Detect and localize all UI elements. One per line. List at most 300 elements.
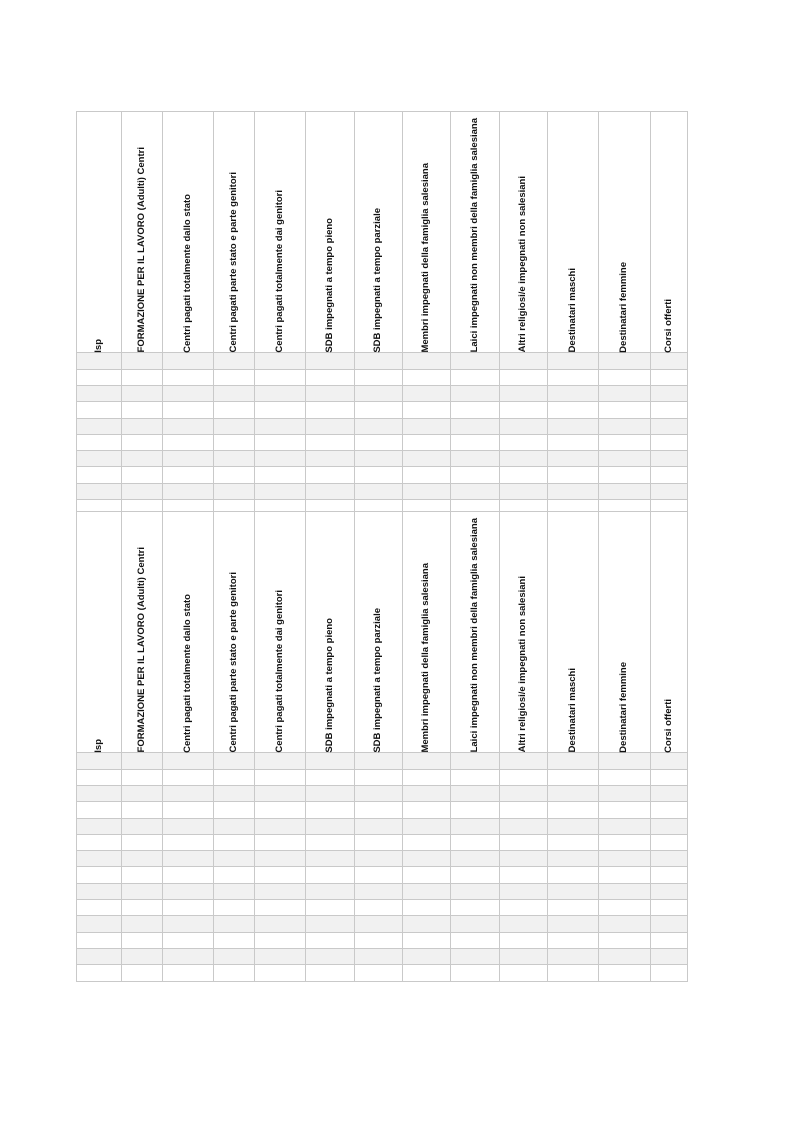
table-row: [77, 353, 688, 369]
table-cell: [500, 883, 548, 899]
column-header-label: Destinatari femmine: [618, 661, 630, 753]
table-cell: [548, 434, 599, 450]
table-cell: [500, 353, 548, 369]
table-cell: [214, 418, 255, 434]
table-cell: [214, 802, 255, 818]
table-cell: [599, 948, 651, 964]
table-cell: [500, 467, 548, 483]
table-cell: [355, 386, 403, 402]
table-row: [77, 369, 688, 385]
column-header-label: Laici impegnati non membri della famiglia salesiana: [468, 518, 480, 753]
table-cell: [306, 418, 355, 434]
table-cell: [500, 932, 548, 948]
column-header-formazione: [122, 512, 163, 753]
table-cell: [403, 467, 451, 483]
table-row: [77, 900, 688, 916]
table-cell: [214, 883, 255, 899]
table-cell: [122, 834, 163, 850]
table-row: [77, 802, 688, 818]
table-cell: [77, 851, 122, 867]
table-cell: [500, 369, 548, 385]
table-cell: [548, 883, 599, 899]
table-cell: [306, 802, 355, 818]
table-cell: [548, 786, 599, 802]
table-cell: [214, 932, 255, 948]
table-cell: [214, 753, 255, 769]
table-cell: [122, 900, 163, 916]
table-cell: [651, 451, 688, 467]
table-cell: [77, 402, 122, 418]
table-cell: [255, 818, 306, 834]
table-cell: [255, 386, 306, 402]
table-cell: [451, 916, 500, 932]
table-cell: [355, 932, 403, 948]
column-header-label: Altri religiosi/e impegnati non salesiani: [517, 576, 529, 753]
table-cell: [163, 948, 214, 964]
table-cell: [122, 818, 163, 834]
table-cell: [355, 883, 403, 899]
table-cell: [451, 948, 500, 964]
table-cell: [255, 434, 306, 450]
table-cell: [255, 769, 306, 785]
table-cell: [548, 916, 599, 932]
table-cell: [451, 786, 500, 802]
table-cell: [651, 402, 688, 418]
column-header-altri-religiosi: [500, 512, 548, 753]
table-cell: [355, 851, 403, 867]
table-cell: [451, 965, 500, 981]
table-cell: [599, 753, 651, 769]
column-header-label: SDB impegnati a tempo pieno: [323, 217, 335, 353]
table-row: [77, 418, 688, 434]
table-cell: [599, 786, 651, 802]
table-cell: [306, 353, 355, 369]
table-cell: [77, 867, 122, 883]
table-cell: [255, 916, 306, 932]
table-cell: [548, 851, 599, 867]
table-cell: [355, 753, 403, 769]
table-cell: [355, 369, 403, 385]
table-cell: [255, 965, 306, 981]
table-row: [77, 867, 688, 883]
table-cell: [163, 386, 214, 402]
table-cell: [599, 883, 651, 899]
table-cell: [403, 916, 451, 932]
table-cell: [651, 353, 688, 369]
table-cell: [651, 769, 688, 785]
table-cell: [651, 965, 688, 981]
table-cell: [355, 418, 403, 434]
table-cell: [355, 467, 403, 483]
table-cell: [451, 834, 500, 850]
table-cell: [451, 851, 500, 867]
table-cell: [500, 402, 548, 418]
table-cell: [255, 932, 306, 948]
column-header-label: Centri pagati totalmente dallo stato: [181, 193, 193, 353]
table-cell: [651, 948, 688, 964]
table-cell: [163, 900, 214, 916]
table-cell: [122, 802, 163, 818]
table-cell: [500, 834, 548, 850]
table-cell: [77, 965, 122, 981]
column-header-label: Altri religiosi/e impegnati non salesiani: [517, 176, 529, 353]
table-cell: [403, 883, 451, 899]
table-cell: [77, 369, 122, 385]
table-cell: [651, 753, 688, 769]
column-header-label: Destinatari maschi: [566, 667, 578, 753]
column-header-laici: [451, 112, 500, 353]
table-row: [77, 834, 688, 850]
table-cell: [255, 834, 306, 850]
table-row: [77, 932, 688, 948]
table-cell: [163, 786, 214, 802]
table-cell: [355, 948, 403, 964]
table-cell: [122, 467, 163, 483]
table-cell: [255, 753, 306, 769]
column-header-isp: [77, 112, 122, 353]
table-cell: [255, 369, 306, 385]
table-cell: [548, 802, 599, 818]
table-cell: [306, 883, 355, 899]
table-cell: [77, 818, 122, 834]
column-header-sdb-pieno: [306, 512, 355, 753]
table-cell: [214, 451, 255, 467]
table-cell: [451, 386, 500, 402]
table-cell: [451, 932, 500, 948]
table-cell: [163, 818, 214, 834]
column-header-label: Centri pagati parte stato e parte genitori: [227, 171, 239, 353]
table-cell: [306, 369, 355, 385]
column-header-label: SDB impegnati a tempo parziale: [372, 207, 384, 353]
table-cell: [122, 851, 163, 867]
table-cell: [214, 786, 255, 802]
table-cell: [163, 867, 214, 883]
table-cell: [403, 353, 451, 369]
table-cell: [163, 965, 214, 981]
header-row: [77, 112, 688, 353]
table-cell: [306, 965, 355, 981]
table-cell: [306, 916, 355, 932]
table-cell: [548, 753, 599, 769]
table-cell: [500, 851, 548, 867]
table-cell: [500, 867, 548, 883]
table-cell: [306, 386, 355, 402]
table-cell: [163, 483, 214, 499]
table-cell: [651, 834, 688, 850]
table-cell: [599, 769, 651, 785]
table-cell: [306, 948, 355, 964]
table-cell: [122, 932, 163, 948]
table-cell: [255, 483, 306, 499]
table-cell: [163, 467, 214, 483]
table-row: [77, 451, 688, 467]
table-cell: [451, 434, 500, 450]
table-cell: [548, 483, 599, 499]
table-cell: [403, 451, 451, 467]
table-cell: [651, 900, 688, 916]
column-header-label: Destinatari maschi: [566, 267, 578, 353]
table-row: [77, 916, 688, 932]
table-cell: [355, 834, 403, 850]
column-header-label: Centri pagati totalmente dai genitori: [273, 589, 285, 753]
column-header-famiglia-salesiana: [403, 512, 451, 753]
table-row: [77, 883, 688, 899]
table-cell: [163, 932, 214, 948]
column-header-sdb-pieno: [306, 112, 355, 353]
table-cell: [500, 900, 548, 916]
table-cell: [77, 769, 122, 785]
table-cell: [500, 786, 548, 802]
table-cell: [355, 353, 403, 369]
table-cell: [403, 402, 451, 418]
table-cell: [403, 786, 451, 802]
table-cell: [403, 932, 451, 948]
table-cell: [163, 402, 214, 418]
column-header-label: Corsi offerti: [662, 698, 674, 753]
table-cell: [451, 769, 500, 785]
table-row: [77, 786, 688, 802]
table-cell: [77, 753, 122, 769]
table-cell: [306, 434, 355, 450]
table-cell: [500, 386, 548, 402]
table-cell: [355, 434, 403, 450]
table-cell: [451, 451, 500, 467]
table-cell: [451, 802, 500, 818]
column-header-sdb-parziale: [355, 512, 403, 753]
table-row: [77, 467, 688, 483]
table-cell: [214, 386, 255, 402]
table-cell: [599, 483, 651, 499]
table-row: [77, 769, 688, 785]
table-row: [77, 402, 688, 418]
table-cell: [77, 451, 122, 467]
table-cell: [599, 467, 651, 483]
table-cell: [214, 818, 255, 834]
table-cell: [122, 948, 163, 964]
table-cell: [255, 786, 306, 802]
table-cell: [548, 965, 599, 981]
table-cell: [451, 753, 500, 769]
table-cell: [651, 932, 688, 948]
table-cell: [500, 818, 548, 834]
table-cell: [77, 883, 122, 899]
table-cell: [355, 818, 403, 834]
table-cell: [163, 916, 214, 932]
table-cell: [306, 451, 355, 467]
table-cell: [548, 386, 599, 402]
table-cell: [451, 467, 500, 483]
table-cell: [214, 467, 255, 483]
table-cell: [403, 769, 451, 785]
table-cell: [214, 867, 255, 883]
table-cell: [403, 818, 451, 834]
table-cell: [214, 948, 255, 964]
table-cell: [77, 467, 122, 483]
column-header-label: FORMAZIONE PER IL LAVORO (Adulti) Centri: [135, 146, 147, 353]
table-cell: [163, 353, 214, 369]
table-row: [77, 483, 688, 499]
table-cell: [500, 948, 548, 964]
column-header-genitori: [255, 112, 306, 353]
table-cell: [77, 418, 122, 434]
table-cell: [599, 386, 651, 402]
table-row: [77, 386, 688, 402]
table-cell: [122, 402, 163, 418]
table-cell: [255, 900, 306, 916]
table-cell: [306, 932, 355, 948]
column-header-label: Membri impegnati della famiglia salesiana: [420, 562, 432, 753]
table-cell: [355, 786, 403, 802]
table-cell: [77, 353, 122, 369]
table-cell: [306, 834, 355, 850]
table-row: [77, 851, 688, 867]
table-cell: [403, 948, 451, 964]
table-cell: [77, 786, 122, 802]
table-row: [77, 753, 688, 769]
table-cell: [548, 402, 599, 418]
table-cell: [599, 916, 651, 932]
column-header-label: Isp: [92, 338, 104, 353]
table-cell: [599, 369, 651, 385]
table-cell: [163, 834, 214, 850]
table-cell: [122, 369, 163, 385]
table-row: [77, 434, 688, 450]
table-cell: [548, 948, 599, 964]
column-header-label: FORMAZIONE PER IL LAVORO (Adulti) Centri: [135, 546, 147, 753]
table-cell: [306, 786, 355, 802]
table-cell: [122, 386, 163, 402]
table-cell: [214, 369, 255, 385]
table-cell: [548, 418, 599, 434]
table-cell: [214, 965, 255, 981]
table-cell: [306, 467, 355, 483]
table-cell: [548, 932, 599, 948]
table-cell: [599, 418, 651, 434]
column-header-femmine: [599, 512, 651, 753]
table-cell: [306, 402, 355, 418]
column-header-stato-genitori: [214, 112, 255, 353]
column-header-famiglia-salesiana: [403, 112, 451, 353]
table-cell: [163, 802, 214, 818]
table-cell: [548, 818, 599, 834]
table-cell: [214, 769, 255, 785]
column-header-sdb-parziale: [355, 112, 403, 353]
table-cell: [548, 834, 599, 850]
table-cell: [306, 867, 355, 883]
table-cell: [163, 369, 214, 385]
column-header-altri-religiosi: [500, 112, 548, 353]
table-cell: [214, 483, 255, 499]
table-cell: [599, 353, 651, 369]
table-cell: [355, 402, 403, 418]
table-cell: [599, 434, 651, 450]
table-cell: [306, 753, 355, 769]
table-cell: [548, 867, 599, 883]
table-cell: [651, 802, 688, 818]
table-cell: [306, 818, 355, 834]
column-header-label: Corsi offerti: [662, 298, 674, 353]
table-cell: [599, 834, 651, 850]
table-cell: [255, 402, 306, 418]
table-cell: [451, 369, 500, 385]
table-cell: [122, 753, 163, 769]
table-cell: [651, 418, 688, 434]
column-header-label: SDB impegnati a tempo parziale: [372, 607, 384, 753]
table-cell: [214, 353, 255, 369]
table-cell: [122, 867, 163, 883]
table-cell: [599, 451, 651, 467]
table-cell: [214, 402, 255, 418]
column-header-formazione: [122, 112, 163, 353]
table-cell: [548, 769, 599, 785]
table-cell: [500, 483, 548, 499]
table-cell: [355, 965, 403, 981]
table-cell: [163, 753, 214, 769]
column-header-isp: [77, 512, 122, 753]
table-cell: [122, 451, 163, 467]
table-cell: [451, 483, 500, 499]
table-cell: [163, 883, 214, 899]
table-cell: [122, 418, 163, 434]
table-cell: [548, 467, 599, 483]
table-cell: [306, 900, 355, 916]
column-header-stato: [163, 112, 214, 353]
table-cell: [451, 353, 500, 369]
table-cell: [651, 386, 688, 402]
table-cell: [548, 900, 599, 916]
table-cell: [500, 434, 548, 450]
table-cell: [355, 451, 403, 467]
table-cell: [77, 932, 122, 948]
table-cell: [122, 353, 163, 369]
table-cell: [599, 932, 651, 948]
table-cell: [214, 851, 255, 867]
table-cell: [77, 900, 122, 916]
table-cell: [651, 369, 688, 385]
table-cell: [451, 900, 500, 916]
table-cell: [122, 916, 163, 932]
table-cell: [651, 851, 688, 867]
table-cell: [451, 818, 500, 834]
table-cell: [403, 851, 451, 867]
table-cell: [599, 818, 651, 834]
table-cell: [306, 769, 355, 785]
table-cell: [77, 916, 122, 932]
table-cell: [306, 483, 355, 499]
table-cell: [548, 369, 599, 385]
table-cell: [500, 769, 548, 785]
header-row: [77, 512, 688, 753]
table-cell: [255, 948, 306, 964]
table-cell: [500, 418, 548, 434]
table-row: [77, 965, 688, 981]
table-cell: [651, 467, 688, 483]
table-cell: [548, 353, 599, 369]
table-cell: [403, 900, 451, 916]
table-cell: [255, 802, 306, 818]
table-cell: [163, 434, 214, 450]
table-cell: [306, 851, 355, 867]
table-cell: [255, 867, 306, 883]
table-cell: [355, 900, 403, 916]
table-cell: [355, 769, 403, 785]
table-row: [77, 818, 688, 834]
table-cell: [214, 900, 255, 916]
table-cell: [651, 483, 688, 499]
table-cell: [255, 851, 306, 867]
table-cell: [651, 786, 688, 802]
column-header-label: Centri pagati parte stato e parte genitori: [227, 571, 239, 753]
